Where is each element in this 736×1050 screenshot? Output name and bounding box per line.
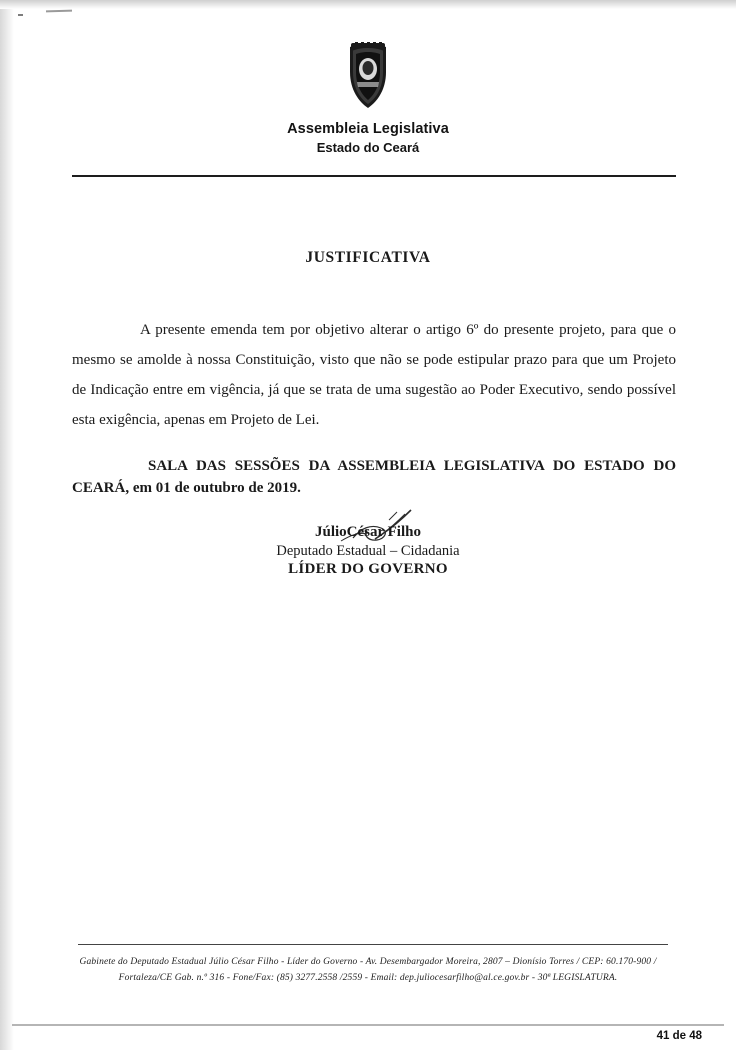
header-divider [72, 175, 676, 177]
justification-paragraph: A presente emenda tem por objetivo alterar o artigo 6º do presente projeto, para que o mesmo se amolde à nossa Constituição, visto que não se pode estipular prazo para que um Projeto de Indicação entre em vigência, já que se trata de uma sugestão ao Poder Executivo, sendo possível esta exigência, apenas em Projeto de Lei. [72, 322, 676, 428]
session-statement: SALA DAS SESSÕES DA ASSEMBLEIA LEGISLATIVA DO ESTADO DO CEARÁ, em 01 de outubro de 2019. [72, 458, 676, 496]
footer-address-line-1: Gabinete do Deputado Estadual Júlio César Filho - Líder do Governo - Av. Desembargador Moreira, 2807 – Dionísio Torres / CEP: 60.170-900 / [79, 957, 657, 967]
footer-divider [78, 944, 668, 945]
footer-address-line-2: Fortaleza/CE Gab. n.º 316 - Fone/Fax: (85) 3277.2558 /2559 - Email: dep.juliocesarfilho@al.ce.gov.br - 30ª LEGISLATURA. [118, 973, 618, 983]
scan-bottom-edge [12, 1024, 724, 1026]
signature-position: LÍDER DO GOVERNO [288, 561, 448, 577]
signature-name: JúlioCésar Filho [315, 524, 421, 540]
coat-of-arms-icon [337, 42, 399, 110]
page-indicator: 41 de 48 [656, 1030, 702, 1042]
scan-speck [18, 14, 23, 16]
scan-edge-artifact-top [0, 0, 736, 9]
page-title: JUSTIFICATIVA [305, 249, 431, 266]
scan-streak [46, 10, 72, 13]
organization-state: Estado do Ceará [316, 140, 420, 155]
organization-name: Assembleia Legislativa [287, 121, 449, 137]
signature-role: Deputado Estadual – Cidadania [276, 543, 460, 559]
